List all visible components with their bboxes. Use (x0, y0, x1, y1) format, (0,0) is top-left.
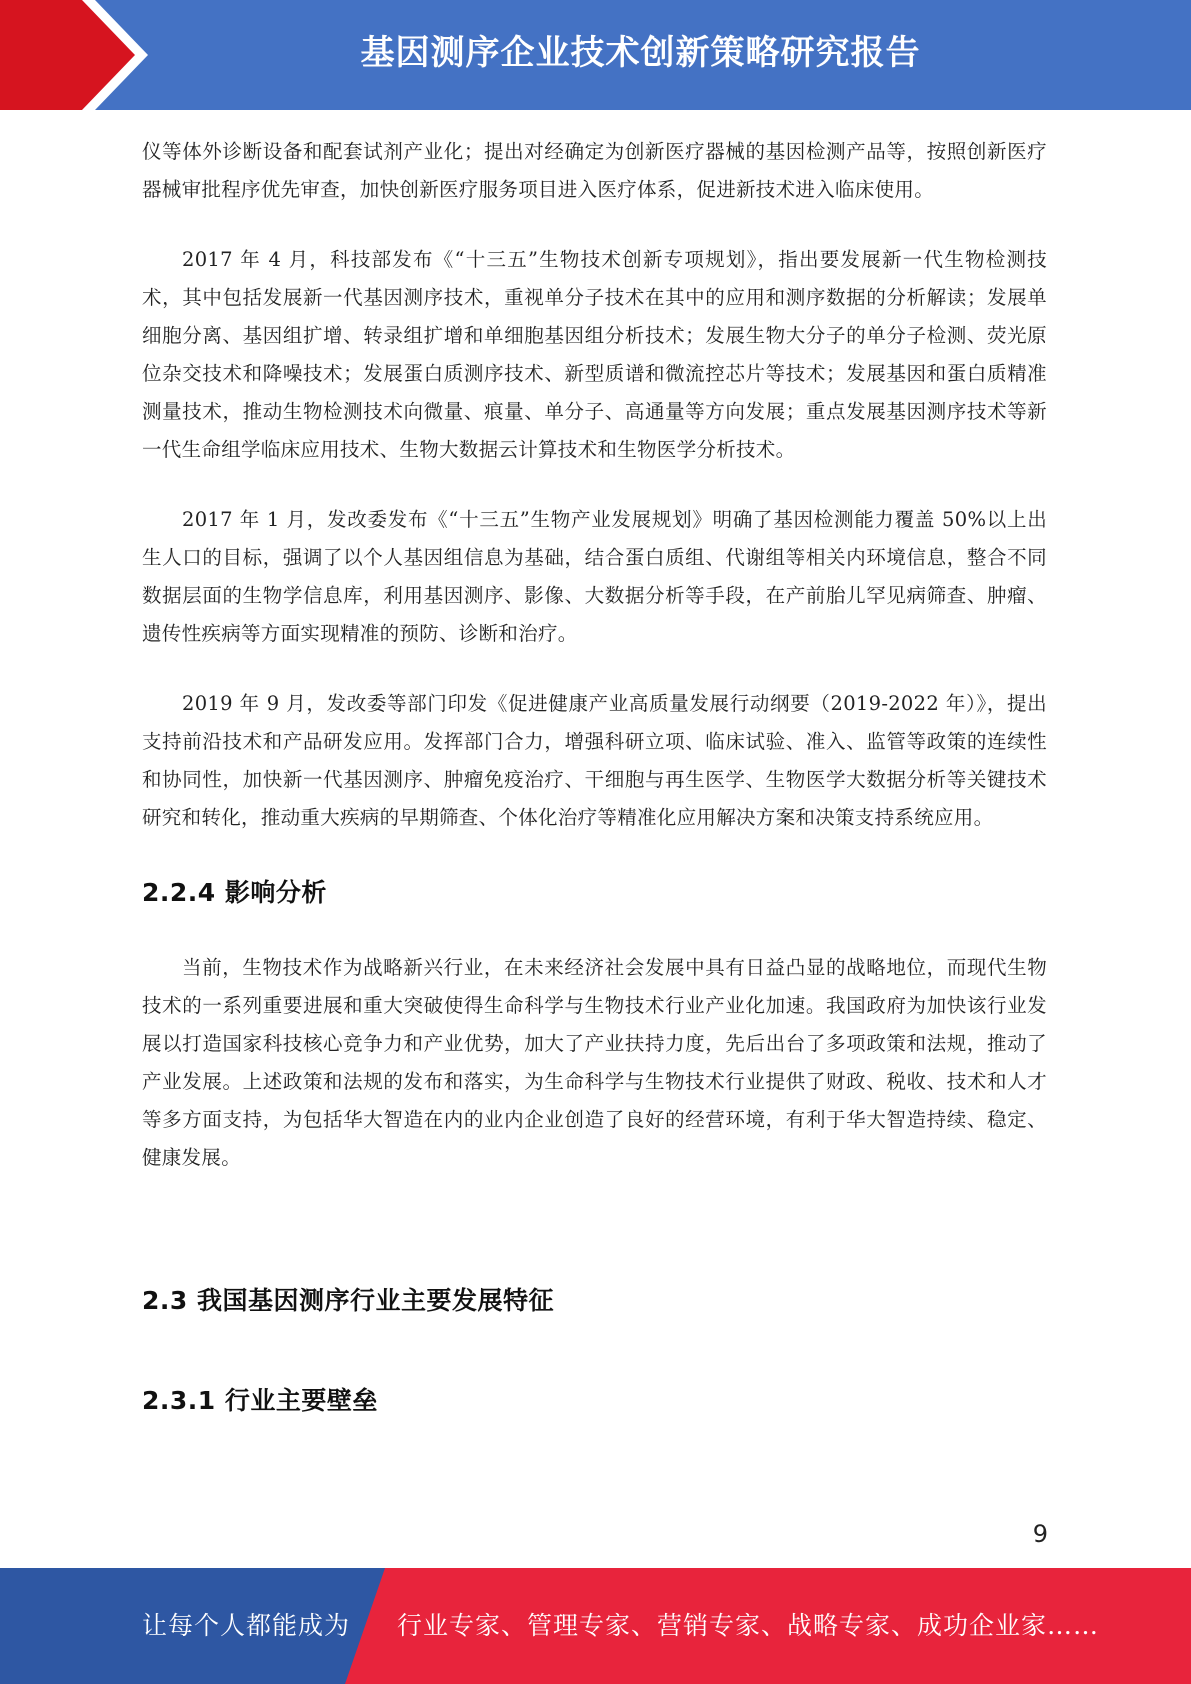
section-heading-2-2-4: 2.2.4 影响分析 (142, 878, 327, 907)
section-heading-2-3-1: 2.3.1 行业主要壁垒 (142, 1386, 378, 1415)
red-arrow-decoration (0, 0, 150, 110)
paragraph-impact-analysis: 当前，生物技术作为战略新兴行业，在未来经济社会发展中具有日益凸显的战略地位，而现代生物技术的一系列重要进展和重大突破使得生命科学与生物技术行业产业化加速。我国政府为加快该行业发展以打造国家科技核心竞争力和产业优势，加大了产业扶持力度，先后出台了多项政策和法规，推动了产业发展。上述政策和法规的发布和落实，为生命科学与生物技术行业提供了财政、税收、技术和人才等多方面支持，为包括华大智造在内的业内企业创造了良好的经营环境，有利于华大智造持续、稳定、健康发展。 (142, 956, 1047, 1169)
report-title: 基因测序企业技术创新策略研究报告 (360, 33, 921, 73)
paragraph-2019-09-outline: 2019 年 9 月，发改委等部门印发《促进健康产业高质量发展行动纲要（2019-2022 年）》，提出支持前沿技术和产品研发应用。发挥部门合力，增强科研立项、临床试验、准入、监管等政策的连续性和协同性，加快新一代基因测序、肿瘤免疫治疗、干细胞与再生医学、生物医学大数据分析等关键技术研究和转化，推动重大疾病的早期筛查、个体化治疗等精准化应用解决方案和决策支持系统应用。 (142, 692, 1047, 829)
page-header (0, 0, 1191, 110)
paragraph-2017-04-plan: 2017 年 4 月，科技部发布《“十三五”生物技术创新专项规划》，指出要发展新一代生物检测技术，其中包括发展新一代基因测序技术，重视单分子技术在其中的应用和测序数据的分析解读；发展单细胞分离、基因组扩增、转录组扩增和单细胞基因组分析技术；发展生物大分子的单分子检测、荧光原位杂交技术和降噪技术；发展蛋白质测序技术、新型质谱和微流控芯片等技术；发展基因和蛋白质精准测量技术，推动生物检测技术向微量、痕量、单分子、高通量等方向发展；重点发展基因测序技术等新一代生命组学临床应用技术、生物大数据云计算技术和生物医学分析技术。 (142, 248, 1047, 461)
section-heading-2-3: 2.3 我国基因测序行业主要发展特征 (142, 1286, 554, 1315)
footer-slogan-left: 让每个人都能成为 (142, 1611, 351, 1640)
page-content (142, 133, 1047, 1417)
page-footer (0, 1568, 1191, 1684)
footer-slogan-right: 行业专家、管理专家、营销专家、战略专家、成功企业家…… (397, 1611, 1100, 1640)
paragraph-continuation: 仪等体外诊断设备和配套试剂产业化；提出对经确定为创新医疗器械的基因检测产品等，按照创新医疗器械审批程序优先审查，加快创新医疗服务项目进入医疗体系，促进新技术进入临床使用。 (142, 140, 1047, 201)
paragraph-2017-01-plan: 2017 年 1 月，发改委发布《“十三五”生物产业发展规划》明确了基因检测能力覆盖 50%以上出生人口的目标，强调了以个人基因组信息为基础，结合蛋白质组、代谢组等相关内环境信息，整合不同数据层面的生物学信息库，利用基因测序、影像、大数据分析等手段，在产前胎儿罕见病筛查、肿瘤、遗传性疾病等方面实现精准的预防、诊断和治疗。 (142, 508, 1047, 645)
page-number: 9 (1032, 1520, 1048, 1548)
